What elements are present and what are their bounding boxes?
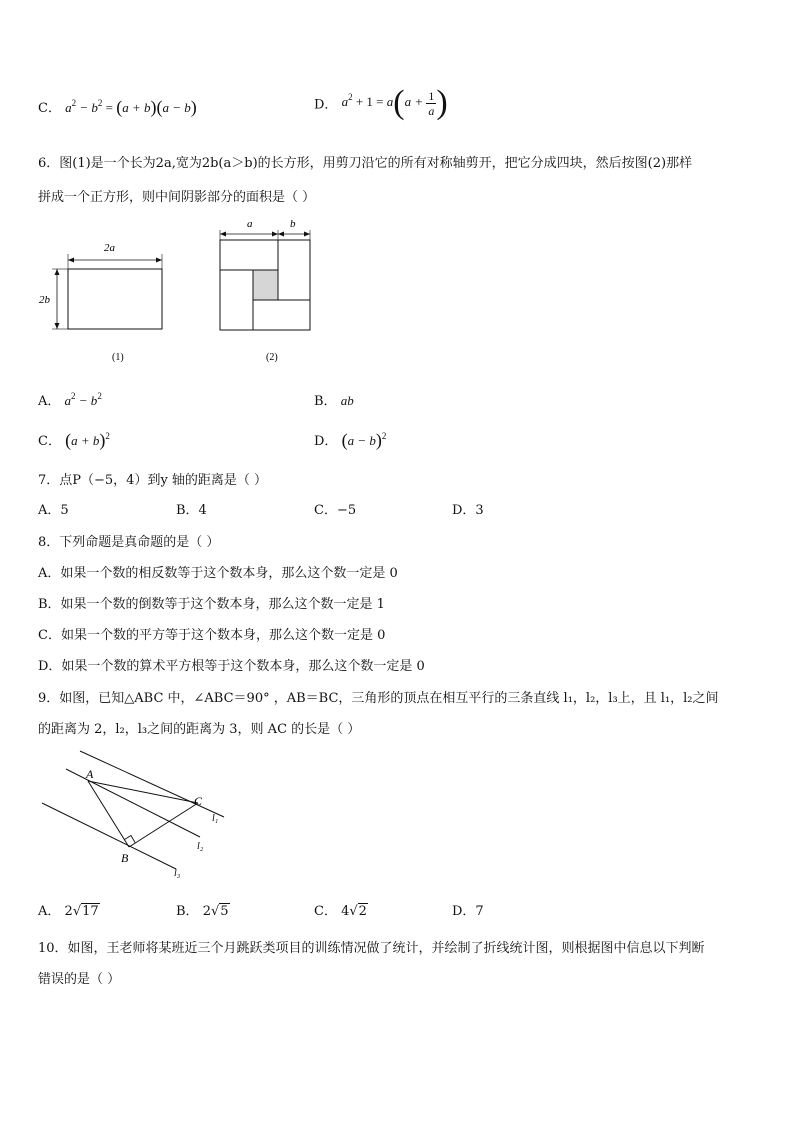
q7-stem: 7．点P（−5，4）到y 轴的距离是（ ） — [38, 473, 268, 488]
q6-stem-line1: 6．图(1)是一个长为2a,宽为2b(a＞b)的长方形，用剪刀沿它的所有对称轴剪开，把它分成四块，然后按图(2)那样 — [38, 156, 693, 171]
q9-option-c-label: C． — [314, 904, 337, 919]
q6-option-b-label: B． — [314, 394, 337, 409]
q9-option-b-coef: 2 — [202, 904, 211, 919]
q5-option-c — [38, 97, 197, 118]
q9-label-a: A — [86, 767, 94, 781]
q8-option-a: A．如果一个数的相反数等于这个数本身，那么这个数一定是 0 — [38, 566, 398, 581]
q9-label-l2: l₂ — [197, 841, 204, 852]
q9-label-l1: l₁ — [212, 813, 219, 824]
q9-stem-line1: 9．如图，已知△ABC 中，∠ABC＝90° ，AB＝BC，三角形的顶点在相互平行的三条直线 l₁，l₂，l₃上，且 l₁，l₂之间 — [38, 691, 719, 706]
q9-option-c-radicand: 2 — [358, 904, 367, 919]
q9-option-b: B． 2√5 — [176, 904, 229, 919]
q9-stem-line2: 的距离为 2，l₂，l₃之间的距离为 3，则 AC 的长是（ ） — [38, 722, 361, 737]
q6-figure-1 — [36, 232, 176, 372]
q9-option-c: C． 4√2 — [314, 904, 367, 919]
q8-option-d: D．如果一个数的算术平方根等于这个数本身，那么这个数一定是 0 — [38, 659, 425, 674]
q9-option-a-radicand: 17 — [82, 904, 99, 919]
q6-option-b — [314, 390, 354, 409]
q9-option-d: D．7 — [452, 904, 484, 919]
q9-label-c: C — [194, 794, 203, 808]
q9-line-l3 — [42, 803, 176, 869]
q8-option-c: C．如果一个数的平方等于这个数本身，那么这个数一定是 0 — [38, 628, 386, 643]
q6-fig2-shaded-square — [253, 270, 278, 300]
q7-option-c: C．−5 — [314, 503, 357, 518]
q6-fig1-side-label: 2b — [39, 294, 50, 306]
q6-option-d — [314, 430, 386, 451]
q9-option-b-label: B． — [176, 904, 199, 919]
q8-stem: 8．下列命题是真命题的是（ ） — [38, 535, 220, 550]
q9-option-b-radicand: 5 — [220, 904, 229, 919]
q5-option-d-label: D． — [314, 97, 338, 113]
q6-option-a — [38, 390, 102, 409]
q6-fig2-caption: (2) — [266, 352, 278, 363]
q9-option-c-coef: 4 — [341, 904, 350, 919]
q6-fig1-rectangle — [68, 269, 162, 329]
q6-option-b-formula: ab — [340, 393, 354, 408]
q9-option-a-coef: 2 — [64, 904, 73, 919]
q6-option-c-formula: $(a + b)^2$ — [65, 430, 110, 450]
q9-label-b: B — [121, 851, 129, 865]
q6-figure-2 — [214, 214, 324, 372]
q6-stem-line2: 拼成一个正方形，则中间阴影部分的面积是（ ） — [38, 190, 316, 205]
q6-option-a-formula: $a^2 - b^2$ — [64, 391, 102, 408]
q6-option-d-formula: $(a - b)^2$ — [341, 430, 387, 450]
q6-option-a-label: A． — [38, 394, 61, 409]
q6-fig2-label-a: a — [247, 218, 253, 230]
q5-option-c-formula: $a^2 - b^2 = (a + b)(a - b)$ — [65, 97, 197, 117]
q9-label-l3: l₃ — [174, 868, 181, 879]
q7-option-b: B．4 — [176, 503, 207, 518]
q8-option-b: B．如果一个数的倒数等于这个数本身，那么这个数一定是 1 — [38, 597, 385, 612]
q7-option-a: A．5 — [38, 503, 69, 518]
q9-option-a: A． 2√17 — [38, 904, 99, 919]
q6-option-d-label: D． — [314, 434, 338, 449]
q6-fig1-caption: (1) — [112, 352, 124, 363]
q7-option-d: D．3 — [452, 503, 484, 518]
q5-option-d-formula: $a^2 + 1 = a(a$ + $\frac{1}{a}$ ) — [341, 84, 448, 121]
q10-stem-line1: 10．如图，王老师将某班近三个月跳跃类项目的训练情况做了统计，并绘制了折线统计图，则根据图中信息以下判断 — [38, 941, 705, 956]
q5-option-c-label: C． — [38, 101, 61, 116]
q6-fig1-top-label: 2a — [104, 242, 115, 254]
q6-fig2-label-b: b — [290, 218, 296, 230]
q9-figure — [36, 745, 236, 885]
q5-option-d — [314, 84, 448, 121]
q6-option-c — [38, 430, 110, 451]
q6-option-c-label: C． — [38, 434, 61, 449]
q9-option-a-label: A． — [38, 904, 61, 919]
q10-stem-line2: 错误的是（ ） — [38, 972, 121, 987]
